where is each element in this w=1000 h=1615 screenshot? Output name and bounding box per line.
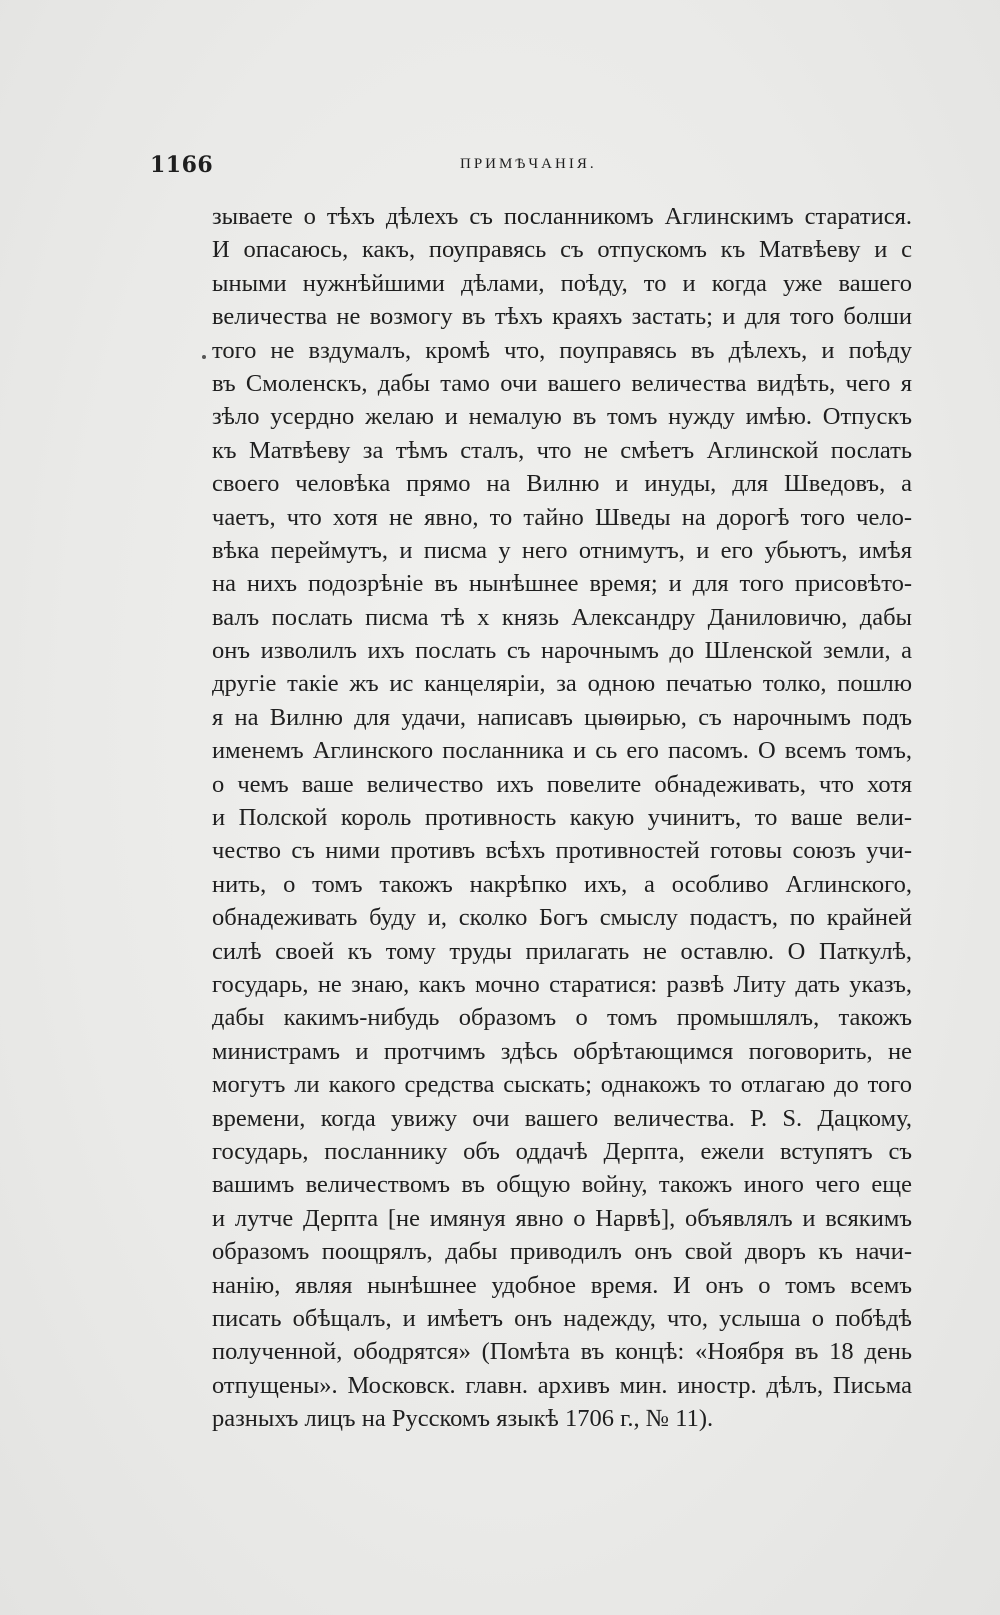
text-line: зѣло усердно желаю и немалую въ томъ нужду имѣю. Отпускъ	[212, 403, 912, 431]
text-line: валъ послать писма тѣ х князь Александру Даниловичю, дабы	[212, 603, 912, 631]
text-line: писать обѣщалъ, и имѣетъ онъ надежду, что, услыша о побѣдѣ	[212, 1304, 912, 1332]
text-line: нанію, являя нынѣшнее удобное время. И онъ о томъ всемъ	[212, 1271, 912, 1299]
section-title: ПРИМѢЧАНІЯ.	[460, 156, 597, 172]
text-line: о чемъ ваше величество ихъ повелите обнадеживать, что хотя	[212, 770, 912, 798]
text-line: министрамъ и протчимъ здѣсь обрѣтающимся поговорить, не	[212, 1037, 912, 1065]
text-line: нить, о томъ такожъ накрѣпко ихъ, а особливо Аглинского,	[212, 870, 912, 898]
margin-mark	[202, 355, 206, 359]
text-line: образомъ поощрялъ, дабы приводилъ онъ свой дворъ къ начи-	[212, 1238, 912, 1266]
text-line: чаетъ, что хотя не явно, то тайно Шведы на дорогѣ того чело-	[212, 503, 912, 531]
text-line: именемъ Аглинского посланника и сь его пасомъ. О всемъ томъ,	[212, 737, 912, 765]
text-line: я на Вилню для удачи, написавъ цыѳирью, съ нарочнымъ подъ	[212, 703, 912, 731]
body-text	[212, 200, 912, 1435]
text-line: къ Матвѣеву за тѣмъ сталъ, что не смѣетъ Аглинской послать	[212, 436, 912, 464]
text-line: разныхъ лицъ на Русскомъ языкѣ 1706 г., № 11).	[212, 1405, 714, 1433]
text-line: могутъ ли какого средства сыскать; однакожъ то отлагаю до того	[212, 1071, 912, 1099]
text-line: государь, не знаю, какъ мочно старатися: развѣ Литу дать указъ,	[212, 970, 912, 998]
running-head	[150, 152, 910, 182]
text-line: и лутче Дерпта [не имянуя явно о Нарвѣ], объявлялъ и всякимъ	[212, 1204, 912, 1232]
text-line: вашимъ величествомъ въ общую войну, такожъ иного чего еще	[212, 1171, 912, 1199]
text-line: другіе такіе жъ ис канцеляріи, за одною печатью толко, пошлю	[212, 670, 912, 698]
text-line: вѣка переймутъ, и писма у него отнимутъ, и его убьютъ, имѣя	[212, 536, 912, 564]
text-line: онъ изволилъ ихъ послать съ нарочнымъ до Шленской земли, а	[212, 637, 912, 665]
text-line: ыными нужнѣйшими дѣлами, поѣду, то и когда уже вашего	[212, 269, 912, 297]
text-line: того не вздумалъ, кромѣ что, поуправясь въ дѣлехъ, и поѣду	[212, 336, 912, 364]
text-line: отпущены». Московск. главн. архивъ мин. иностр. дѣлъ, Письма	[212, 1371, 912, 1399]
text-line: зываете о тѣхъ дѣлехъ съ посланникомъ Аглинскимъ старатися.	[212, 203, 912, 230]
text-line: государь, посланнику объ оддачѣ Дерпта, ежели вступятъ съ	[212, 1137, 912, 1165]
text-line: чество съ ними противъ всѣхъ противностей готовы союзъ учи-	[212, 837, 912, 865]
page-number: 1166	[150, 152, 214, 178]
text-line: и Полской король противность какую учинитъ, то ваше вели-	[212, 804, 912, 832]
text-line: силѣ своей къ тому труды прилагать не оставлю. О Паткулѣ,	[212, 937, 912, 965]
text-line: своего человѣка прямо на Вилню и инуды, для Шведовъ, а	[212, 470, 912, 498]
text-line: величества не возмогу въ тѣхъ краяхъ застать; и для того болши	[212, 303, 912, 331]
text-line: дабы какимъ-нибудь образомъ о томъ промышлялъ, такожъ	[212, 1004, 912, 1032]
text-line: времени, когда увижу очи вашего величества. P. S. Дацкому,	[212, 1104, 912, 1132]
text-line: обнадеживать буду и, сколко Богъ смыслу подастъ, по крайней	[212, 904, 912, 932]
text-line: И опасаюсь, какъ, поуправясь съ отпускомъ къ Матвѣеву и с	[212, 236, 912, 264]
text-line: на нихъ подозрѣніе въ нынѣшнее время; и для того присовѣто-	[212, 570, 912, 598]
text-line: въ Смоленскъ, дабы тамо очи вашего величества видѣть, чего я	[212, 369, 912, 397]
text-line: полученной, ободрятся» (Помѣта въ концѣ: «Ноября въ 18 день	[212, 1338, 912, 1366]
